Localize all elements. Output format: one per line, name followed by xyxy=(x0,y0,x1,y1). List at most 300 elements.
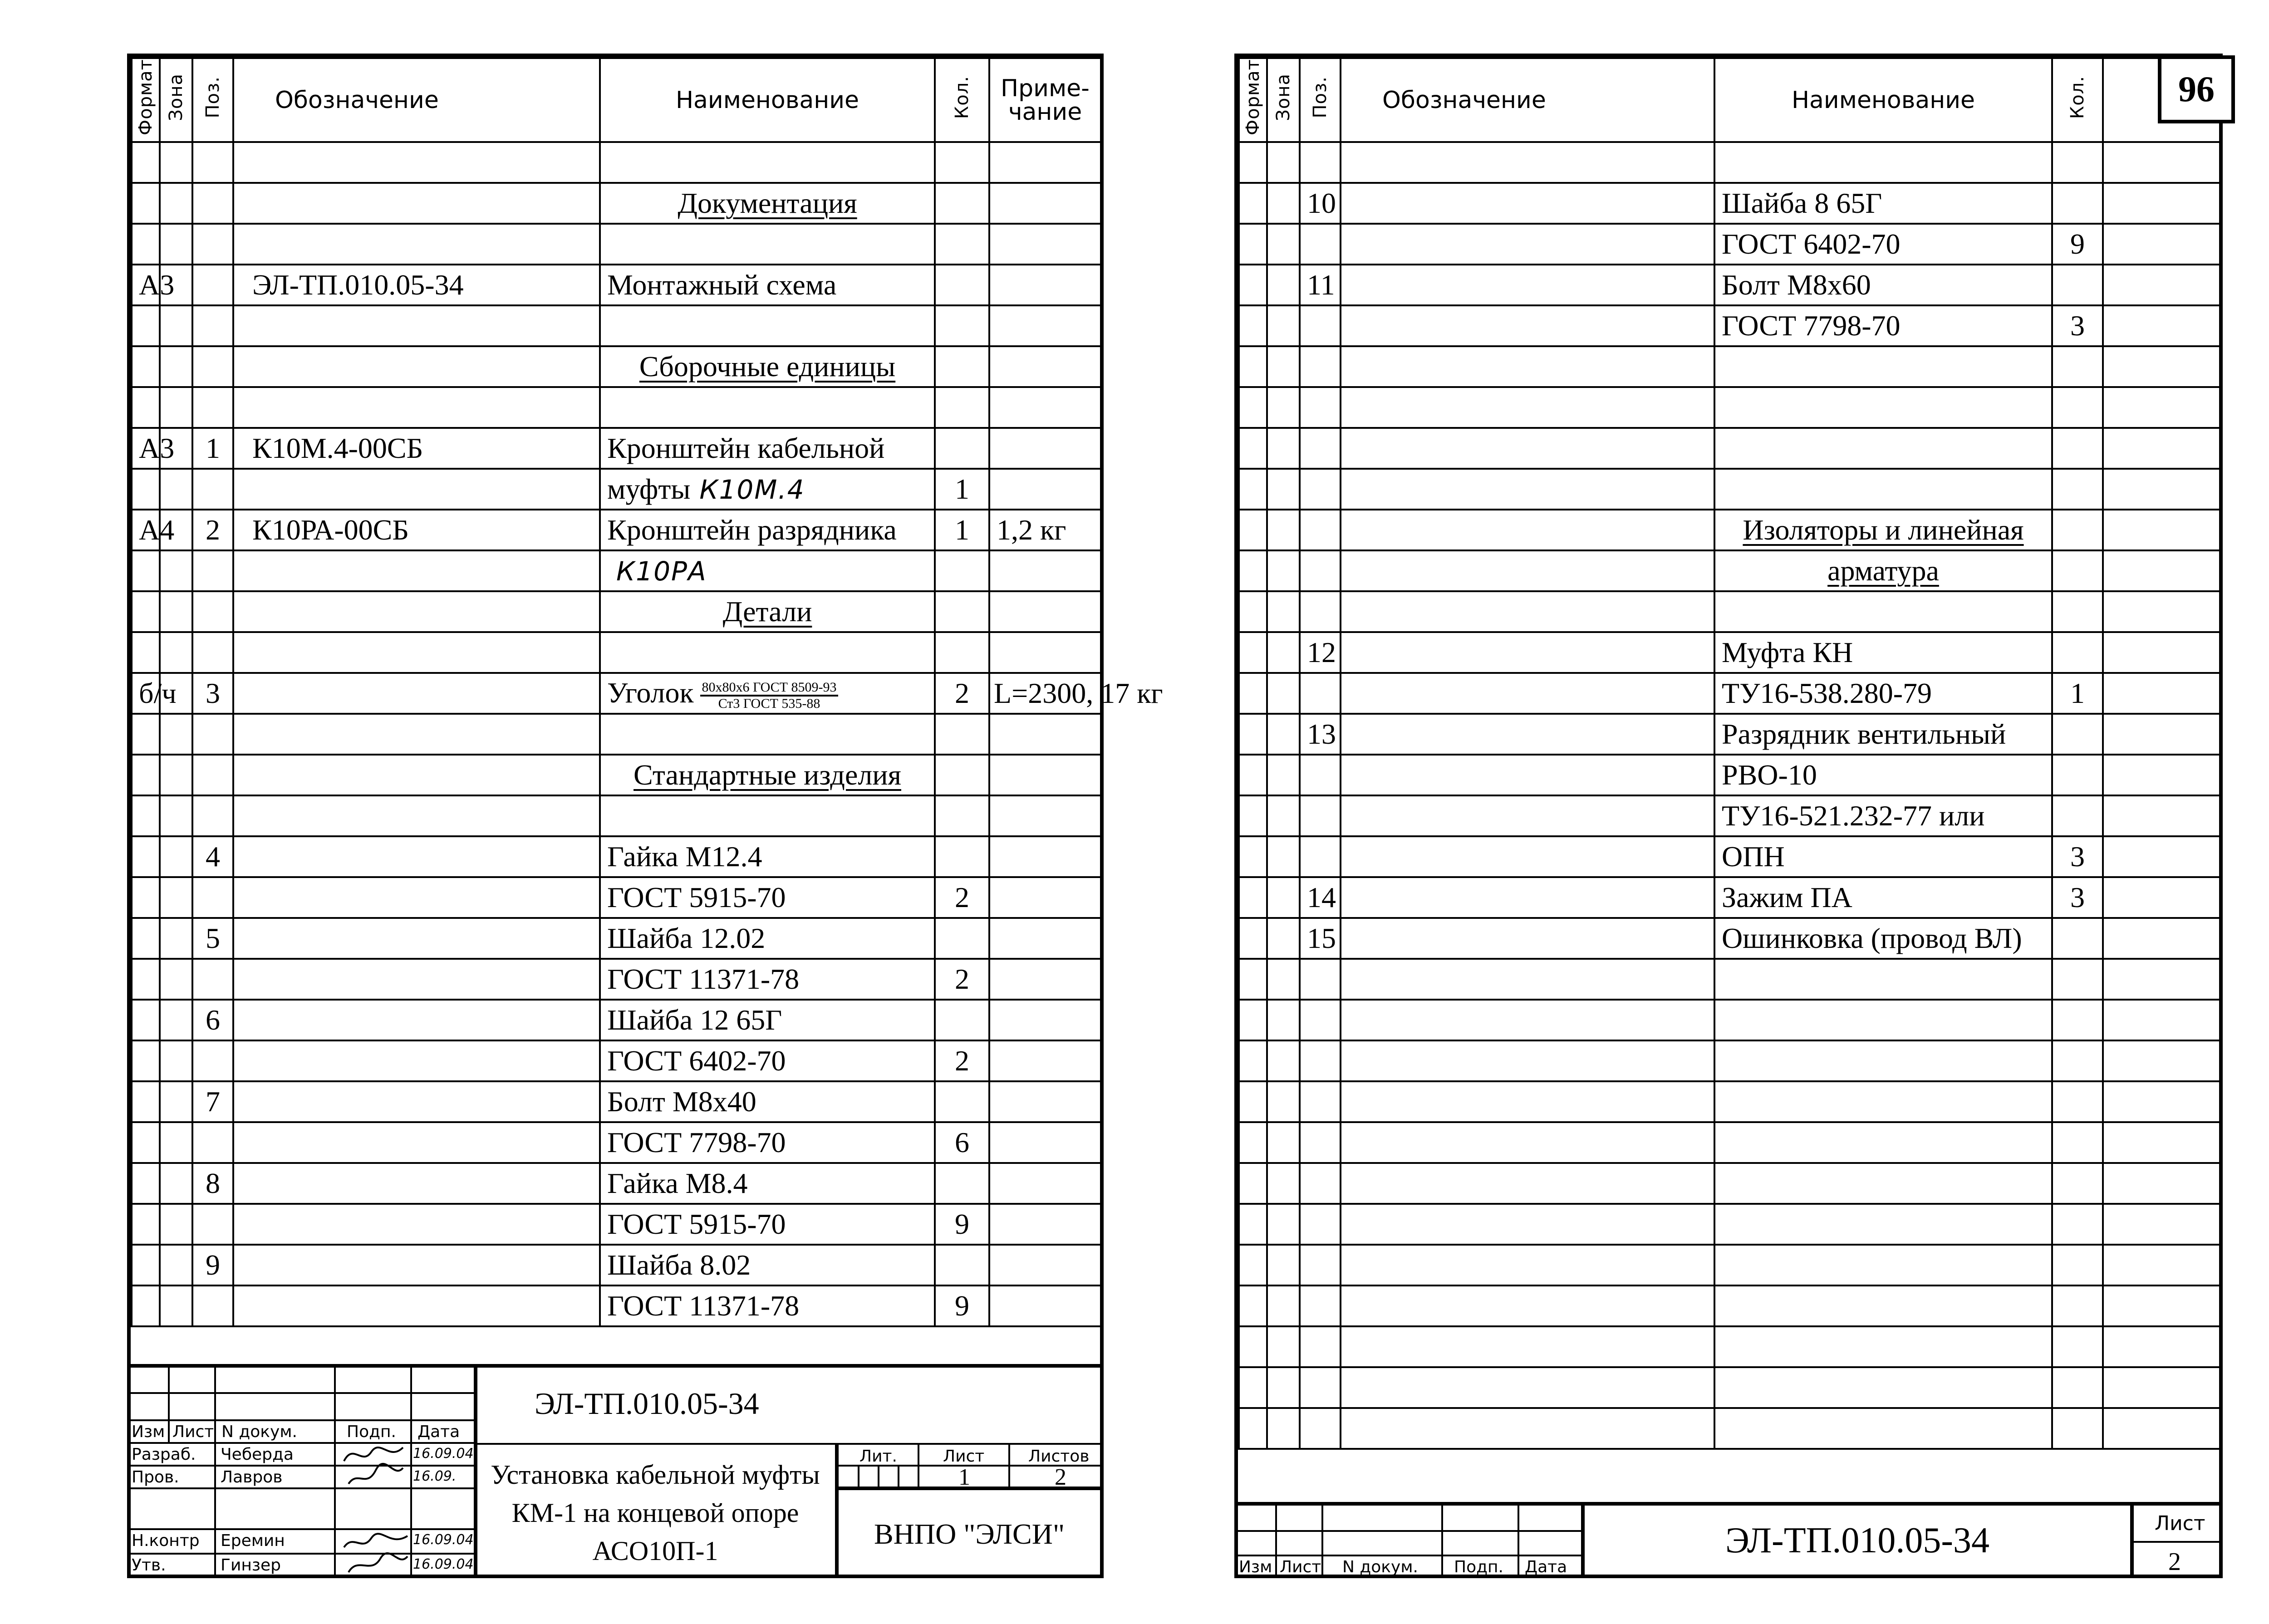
cell-format xyxy=(1239,1204,1267,1245)
cell-note xyxy=(989,877,1101,918)
cell-format xyxy=(132,755,160,795)
cell-format xyxy=(1239,265,1267,305)
section-heading: арматура xyxy=(1827,554,1939,587)
cell-zone xyxy=(1267,673,1300,714)
tb-col-data: Дата xyxy=(417,1423,460,1441)
cell-qty xyxy=(935,755,989,795)
cell-qty: 9 xyxy=(935,1285,989,1326)
spec-row xyxy=(1239,836,2220,877)
spec-row xyxy=(1239,1326,2220,1367)
material-profile: 80х80х6 ГОСТ 8509-93 xyxy=(700,680,839,697)
cell-designation xyxy=(1341,550,1714,591)
section-heading: Изоляторы и линейная xyxy=(1743,514,2024,546)
cell-qty xyxy=(935,428,989,469)
cell-note xyxy=(989,1122,1101,1163)
spec-row xyxy=(132,632,1101,673)
spec-row xyxy=(1239,877,2220,918)
cell-position: 6 xyxy=(192,1000,233,1040)
cell-designation xyxy=(1341,346,1714,387)
tb2-col-izm: Изм xyxy=(1239,1558,1272,1576)
title-block-continuation xyxy=(1238,1502,2219,1575)
section-heading: Сборочные единицы xyxy=(639,350,896,383)
spec-row xyxy=(132,469,1101,510)
cell-name xyxy=(600,836,935,877)
cell-designation xyxy=(1341,1040,1714,1081)
cell-note xyxy=(2103,1408,2220,1449)
cell-position xyxy=(192,346,233,387)
cell-qty: 2 xyxy=(935,673,989,714)
cell-qty xyxy=(935,265,989,305)
cell-qty xyxy=(2052,959,2103,1000)
spec-row xyxy=(1239,1122,2220,1163)
cell-position xyxy=(1300,510,1341,550)
cell-name xyxy=(600,1245,935,1285)
item-name: ГОСТ 6402-70 xyxy=(607,1045,786,1077)
cell-qty xyxy=(935,224,989,265)
spec-row xyxy=(1239,1285,2220,1326)
cell-name xyxy=(600,1163,935,1204)
cell-zone xyxy=(1267,265,1300,305)
cell-format xyxy=(132,591,160,632)
cell-position: 10 xyxy=(1300,183,1341,224)
cell-designation xyxy=(1341,469,1714,510)
cell-designation xyxy=(1341,755,1714,795)
cell-zone xyxy=(160,1163,192,1204)
tb2-doc-code: ЭЛ-ТП.010.05-34 xyxy=(1725,1521,1989,1560)
cell-format xyxy=(1239,1163,1267,1204)
cell-name xyxy=(1714,1245,2052,1285)
cell-zone xyxy=(1267,346,1300,387)
cell-name xyxy=(1714,1081,2052,1122)
item-name: Монтажный схема xyxy=(607,269,837,301)
col-qty-header: Кол. xyxy=(2052,58,2103,142)
spec-row xyxy=(132,755,1101,795)
cell-note xyxy=(2103,1245,2220,1285)
cell-qty xyxy=(2052,1367,2103,1408)
cell-position xyxy=(192,183,233,224)
cell-note xyxy=(989,1000,1101,1040)
cell-note xyxy=(2103,1326,2220,1367)
cell-qty: 3 xyxy=(2052,305,2103,346)
cell-designation xyxy=(233,1285,600,1326)
cell-name xyxy=(600,673,935,714)
spec-row xyxy=(1239,591,2220,632)
cell-zone xyxy=(160,183,192,224)
cell-position xyxy=(192,959,233,1000)
cell-note xyxy=(989,1285,1101,1326)
cell-format xyxy=(1239,591,1267,632)
cell-note xyxy=(2103,959,2220,1000)
cell-position xyxy=(1300,1367,1341,1408)
cell-position xyxy=(1300,673,1341,714)
cell-name xyxy=(1714,1000,2052,1040)
tb2-col-data: Дата xyxy=(1525,1558,1567,1576)
cell-designation xyxy=(1341,918,1714,959)
cell-zone xyxy=(160,346,192,387)
cell-qty xyxy=(2052,1163,2103,1204)
cell-name xyxy=(600,142,935,183)
col-pos-header: Поз. xyxy=(192,58,233,142)
spec-row xyxy=(1239,142,2220,183)
cell-format xyxy=(1239,1122,1267,1163)
cell-zone xyxy=(160,795,192,836)
cell-qty xyxy=(2052,265,2103,305)
item-name: муфты xyxy=(607,473,691,505)
cell-designation xyxy=(1341,632,1714,673)
cell-zone xyxy=(160,714,192,755)
cell-zone xyxy=(1267,1204,1300,1245)
spec-row xyxy=(1239,673,2220,714)
cell-position xyxy=(1300,755,1341,795)
cell-position xyxy=(1300,550,1341,591)
cell-zone xyxy=(1267,1408,1300,1449)
tb-organization: ВНПО "ЭЛСИ" xyxy=(874,1518,1065,1550)
cell-note xyxy=(989,795,1101,836)
cell-designation xyxy=(233,1000,600,1040)
cell-format xyxy=(132,1081,160,1122)
cell-zone xyxy=(160,959,192,1000)
spec-row xyxy=(132,387,1101,428)
cell-position xyxy=(1300,1326,1341,1367)
cell-qty: 2 xyxy=(935,959,989,1000)
cell-name xyxy=(600,755,935,795)
cell-name xyxy=(1714,1285,2052,1326)
item-name: ГОСТ 5915-70 xyxy=(607,1208,786,1241)
cell-designation xyxy=(1341,836,1714,877)
tb-title-line2: КМ-1 на концевой опоре xyxy=(511,1498,799,1528)
cell-format xyxy=(1239,795,1267,836)
cell-note xyxy=(989,183,1101,224)
cell-qty xyxy=(935,836,989,877)
cell-name xyxy=(1714,510,2052,550)
tb-name-razrab: Чеберда xyxy=(221,1445,294,1464)
cell-note xyxy=(989,755,1101,795)
cell-designation xyxy=(1341,959,1714,1000)
spec-header-row xyxy=(132,58,1101,142)
section-heading: Детали xyxy=(722,595,812,628)
cell-qty xyxy=(935,387,989,428)
cell-name xyxy=(1714,305,2052,346)
spec-row xyxy=(1239,632,2220,673)
cell-zone xyxy=(160,469,192,510)
cell-qty: 3 xyxy=(2052,836,2103,877)
cell-designation xyxy=(233,673,600,714)
col-format-header: Формат xyxy=(132,58,160,142)
cell-designation xyxy=(233,550,600,591)
spec-row xyxy=(1239,346,2220,387)
cell-qty xyxy=(935,305,989,346)
spec-row xyxy=(132,550,1101,591)
cell-designation xyxy=(1341,1122,1714,1163)
cell-position xyxy=(192,469,233,510)
cell-note xyxy=(2103,1040,2220,1081)
cell-zone xyxy=(1267,428,1300,469)
spec-row xyxy=(132,183,1101,224)
tb2-list-value: 2 xyxy=(2168,1548,2181,1576)
cell-designation xyxy=(1341,265,1714,305)
cell-format xyxy=(1239,1285,1267,1326)
cell-format xyxy=(132,1040,160,1081)
cell-zone xyxy=(1267,1122,1300,1163)
cell-designation xyxy=(233,469,600,510)
cell-format xyxy=(1239,305,1267,346)
cell-qty xyxy=(2052,1204,2103,1245)
section-heading: Документация xyxy=(678,187,857,220)
spec-row xyxy=(1239,1000,2220,1040)
cell-designation xyxy=(1341,1000,1714,1040)
cell-note xyxy=(989,1081,1101,1122)
cell-note xyxy=(2103,918,2220,959)
cell-zone xyxy=(1267,1367,1300,1408)
tb-col-podp: Подп. xyxy=(347,1423,396,1441)
tb-date-nkontr: 16.09.04 xyxy=(413,1532,474,1548)
tb-signatures xyxy=(335,1443,412,1579)
cell-qty: 2 xyxy=(935,1040,989,1081)
cell-format xyxy=(132,550,160,591)
cell-format xyxy=(1239,1326,1267,1367)
cell-zone xyxy=(1267,183,1300,224)
cell-designation xyxy=(233,387,600,428)
cell-zone xyxy=(160,591,192,632)
cell-position: 11 xyxy=(1300,265,1341,305)
cell-qty xyxy=(935,550,989,591)
cell-position xyxy=(192,305,233,346)
item-name: ГОСТ 11371-78 xyxy=(607,963,800,996)
cell-note xyxy=(2103,1000,2220,1040)
cell-qty xyxy=(2052,183,2103,224)
spec-row xyxy=(132,346,1101,387)
spec-table-2 xyxy=(1238,57,2221,1450)
cell-name xyxy=(1714,1326,2052,1367)
cell-position xyxy=(1300,1122,1341,1163)
cell-position xyxy=(192,224,233,265)
cell-format: А3 xyxy=(132,428,160,469)
cell-position xyxy=(1300,1040,1341,1081)
cell-format xyxy=(1239,224,1267,265)
cell-designation xyxy=(233,1081,600,1122)
tb-list-label: Лист xyxy=(943,1447,985,1466)
cell-position xyxy=(192,550,233,591)
tb-name-prov: Лавров xyxy=(221,1468,283,1487)
tb-name-utv: Гинзер xyxy=(221,1556,281,1575)
cell-position: 8 xyxy=(192,1163,233,1204)
cell-zone xyxy=(1267,305,1300,346)
spec-row xyxy=(1239,1245,2220,1285)
tb-role-razrab: Разраб. xyxy=(132,1445,196,1464)
cell-designation xyxy=(1341,1326,1714,1367)
cell-zone xyxy=(1267,1000,1300,1040)
cell-format xyxy=(132,1122,160,1163)
cell-qty xyxy=(2052,795,2103,836)
spec-row xyxy=(1239,1040,2220,1081)
cell-qty xyxy=(2052,1122,2103,1163)
cell-qty: 1 xyxy=(935,510,989,550)
cell-name xyxy=(600,265,935,305)
tb-title-line1: Установка кабельной муфты xyxy=(491,1460,820,1490)
cell-designation xyxy=(1341,142,1714,183)
cell-designation xyxy=(233,1204,600,1245)
cell-name xyxy=(600,918,935,959)
spec-row xyxy=(132,510,1101,550)
cell-position xyxy=(1300,305,1341,346)
cell-name xyxy=(1714,428,2052,469)
cell-note xyxy=(2103,387,2220,428)
cell-note xyxy=(2103,673,2220,714)
cell-note xyxy=(989,224,1101,265)
cell-position xyxy=(1300,591,1341,632)
cell-name xyxy=(1714,550,2052,591)
cell-note xyxy=(989,142,1101,183)
col-name-header: Наименование xyxy=(600,58,935,142)
cell-designation xyxy=(1341,224,1714,265)
cell-note xyxy=(2103,1367,2220,1408)
tb-listov-value: 2 xyxy=(1055,1464,1066,1490)
cell-note xyxy=(2103,755,2220,795)
cell-format xyxy=(132,632,160,673)
spec-row xyxy=(1239,305,2220,346)
cell-zone xyxy=(160,1000,192,1040)
cell-format xyxy=(1239,1040,1267,1081)
cell-position xyxy=(1300,1081,1341,1122)
cell-position: 4 xyxy=(192,836,233,877)
cell-qty: 1 xyxy=(2052,673,2103,714)
cell-name xyxy=(1714,1122,2052,1163)
cell-note xyxy=(2103,550,2220,591)
cell-position xyxy=(1300,1204,1341,1245)
cell-position xyxy=(192,1204,233,1245)
cell-note xyxy=(2103,469,2220,510)
item-name: ОПН xyxy=(1722,840,1785,873)
cell-format xyxy=(132,836,160,877)
tb2-col-podp: Подп. xyxy=(1454,1558,1503,1576)
cell-format xyxy=(132,1285,160,1326)
cell-format xyxy=(132,1245,160,1285)
cell-format xyxy=(1239,1367,1267,1408)
cell-note xyxy=(2103,714,2220,755)
cell-designation xyxy=(1341,591,1714,632)
cell-name xyxy=(600,959,935,1000)
cell-position: 12 xyxy=(1300,632,1341,673)
cell-position xyxy=(192,755,233,795)
item-name: Кронштейн разрядника xyxy=(607,514,897,546)
tb-col-izm: Изм xyxy=(132,1423,165,1441)
tb2-list-label: Лист xyxy=(2155,1512,2205,1535)
col-designation-header: Обозначение xyxy=(233,58,600,142)
cell-qty xyxy=(2052,918,2103,959)
item-name: Гайка М8.4 xyxy=(607,1167,748,1200)
material-grade: Ст3 ГОСТ 535-88 xyxy=(718,696,820,711)
cell-qty xyxy=(2052,1040,2103,1081)
cell-format xyxy=(1239,469,1267,510)
cell-zone xyxy=(160,918,192,959)
cell-zone xyxy=(160,1040,192,1081)
cell-qty: 2 xyxy=(935,877,989,918)
cell-position: 9 xyxy=(192,1245,233,1285)
cell-format xyxy=(1239,387,1267,428)
spec-row xyxy=(132,1122,1101,1163)
tb2-col-ndok: N докум. xyxy=(1342,1558,1418,1576)
cell-designation xyxy=(233,714,600,755)
cell-designation xyxy=(1341,714,1714,755)
cell-name xyxy=(600,305,935,346)
spec-row xyxy=(132,877,1101,918)
cell-qty xyxy=(935,183,989,224)
cell-format xyxy=(132,346,160,387)
cell-note xyxy=(2103,836,2220,877)
cell-position xyxy=(1300,1000,1341,1040)
cell-note: L=2300, 17 кг xyxy=(989,673,1101,714)
cell-designation: К10М.4-00СБ xyxy=(233,428,600,469)
col-zone-header: Зона xyxy=(1267,58,1300,142)
spec-row xyxy=(1239,959,2220,1000)
spec-row xyxy=(132,795,1101,836)
cell-name xyxy=(1714,1367,2052,1408)
col-format-header: Формат xyxy=(1239,58,1267,142)
cell-designation xyxy=(233,959,600,1000)
cell-format xyxy=(132,1163,160,1204)
cell-note xyxy=(989,591,1101,632)
spec-row xyxy=(1239,1163,2220,1204)
cell-zone xyxy=(160,387,192,428)
cell-zone xyxy=(1267,387,1300,428)
cell-name xyxy=(600,795,935,836)
cell-note xyxy=(2103,142,2220,183)
cell-name xyxy=(1714,224,2052,265)
cell-position xyxy=(1300,1285,1341,1326)
spec-row xyxy=(1239,265,2220,305)
cell-note xyxy=(989,1204,1101,1245)
cell-format xyxy=(132,387,160,428)
spec-row xyxy=(132,1163,1101,1204)
cell-position: 15 xyxy=(1300,918,1341,959)
cell-format xyxy=(1239,346,1267,387)
item-name: Зажим ПА xyxy=(1722,881,1852,914)
cell-position: 7 xyxy=(192,1081,233,1122)
cell-zone xyxy=(1267,510,1300,550)
cell-note xyxy=(2103,183,2220,224)
spec-sheet-1 xyxy=(127,54,1163,1578)
spec-row xyxy=(1239,714,2220,755)
item-name: ГОСТ 7798-70 xyxy=(1722,309,1901,342)
cell-note xyxy=(989,469,1101,510)
cell-zone xyxy=(160,142,192,183)
cell-name xyxy=(1714,346,2052,387)
cell-note xyxy=(2103,1163,2220,1204)
item-name: Уголок xyxy=(607,676,694,709)
cell-zone xyxy=(160,1204,192,1245)
cell-qty xyxy=(935,795,989,836)
cell-designation xyxy=(1341,877,1714,918)
spec-row xyxy=(1239,1367,2220,1408)
cell-designation xyxy=(233,836,600,877)
handwritten-code: К10М.4 xyxy=(699,474,805,505)
spec-row xyxy=(132,836,1101,877)
cell-zone xyxy=(1267,591,1300,632)
cell-format xyxy=(1239,1245,1267,1285)
cell-zone xyxy=(1267,1326,1300,1367)
cell-designation xyxy=(1341,305,1714,346)
cell-position xyxy=(192,795,233,836)
spec-row xyxy=(132,428,1101,469)
cell-designation xyxy=(1341,1245,1714,1285)
tb-date-razrab: 16.09.04 xyxy=(413,1446,474,1462)
cell-zone xyxy=(1267,714,1300,755)
cell-position xyxy=(192,591,233,632)
cell-zone xyxy=(1267,795,1300,836)
cell-format xyxy=(1239,510,1267,550)
cell-zone xyxy=(160,305,192,346)
cell-qty xyxy=(935,1000,989,1040)
